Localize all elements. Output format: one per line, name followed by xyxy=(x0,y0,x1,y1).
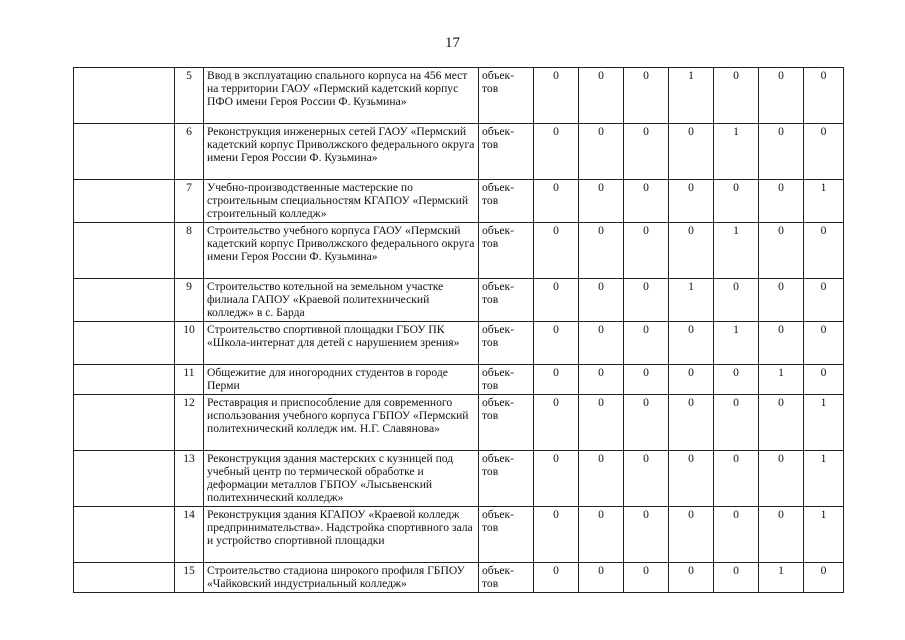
value-cell: 0 xyxy=(579,68,624,124)
value-cell: 0 xyxy=(714,507,759,563)
object-name: Строительство учебного корпуса ГАОУ «Пермский кадетский корпус Приволжского федерального округа имени Героя России Ф. Кузьмина» xyxy=(204,223,479,279)
object-name: Учебно-производственные мастерские по строительным специальностям КГАПОУ «Пермский строительный колледж» xyxy=(204,180,479,223)
unit-cell: объек- тов xyxy=(479,322,534,365)
row-number: 8 xyxy=(175,223,204,279)
empty-cell xyxy=(74,124,175,180)
value-cell: 1 xyxy=(714,322,759,365)
unit-cell: объек- тов xyxy=(479,507,534,563)
table-row xyxy=(74,507,844,563)
row-number: 6 xyxy=(175,124,204,180)
row-number: 12 xyxy=(175,395,204,451)
object-name: Реставрация и приспособление для современного использования учебного корпуса ГБПОУ «Пермский политехнический колледж им. Н.Г. Славянова» xyxy=(204,395,479,451)
value-cell: 0 xyxy=(669,507,714,563)
value-cell: 0 xyxy=(669,563,714,593)
value-cell: 0 xyxy=(624,223,669,279)
empty-cell xyxy=(74,279,175,322)
value-cell: 0 xyxy=(534,68,579,124)
unit-cell: объек- тов xyxy=(479,365,534,395)
row-number: 15 xyxy=(175,563,204,593)
value-cell: 0 xyxy=(534,223,579,279)
table-row xyxy=(74,322,844,365)
value-cell: 0 xyxy=(624,180,669,223)
empty-cell xyxy=(74,322,175,365)
value-cell: 0 xyxy=(759,322,804,365)
value-cell: 1 xyxy=(714,223,759,279)
row-number: 9 xyxy=(175,279,204,322)
value-cell: 0 xyxy=(804,365,844,395)
value-cell: 1 xyxy=(804,507,844,563)
row-number: 11 xyxy=(175,365,204,395)
table-body xyxy=(74,68,844,593)
empty-cell xyxy=(74,68,175,124)
empty-cell xyxy=(74,395,175,451)
object-name: Строительство котельной на земельном участке филиала ГАПОУ «Краевой политехнический колледж» в с. Барда xyxy=(204,279,479,322)
value-cell: 0 xyxy=(759,507,804,563)
table-row xyxy=(74,180,844,223)
value-cell: 0 xyxy=(804,279,844,322)
value-cell: 1 xyxy=(759,365,804,395)
object-name: Строительство стадиона широкого профиля ГБПОУ «Чайковский индустриальный колледж» xyxy=(204,563,479,593)
unit-cell: объек- тов xyxy=(479,223,534,279)
value-cell: 0 xyxy=(579,180,624,223)
empty-cell xyxy=(74,507,175,563)
value-cell: 0 xyxy=(669,180,714,223)
value-cell: 1 xyxy=(669,68,714,124)
value-cell: 1 xyxy=(714,124,759,180)
table-row xyxy=(74,563,844,593)
object-name: Ввод в эксплуатацию спального корпуса на 456 мест на территории ГАОУ «Пермский кадетский корпус ПФО имени Героя России Ф. Кузьмина» xyxy=(204,68,479,124)
value-cell: 0 xyxy=(759,395,804,451)
value-cell: 0 xyxy=(804,124,844,180)
empty-cell xyxy=(74,223,175,279)
value-cell: 0 xyxy=(624,68,669,124)
value-cell: 0 xyxy=(759,451,804,507)
value-cell: 1 xyxy=(804,395,844,451)
value-cell: 0 xyxy=(714,180,759,223)
table-row xyxy=(74,279,844,322)
object-name: Реконструкция здания КГАПОУ «Краевой колледж предпринимательства». Надстройка спортивного зала и устройство спортивной площадки xyxy=(204,507,479,563)
objects-table xyxy=(73,67,844,593)
value-cell: 0 xyxy=(579,395,624,451)
page-number: 17 xyxy=(445,35,460,51)
value-cell: 0 xyxy=(624,365,669,395)
value-cell: 1 xyxy=(669,279,714,322)
value-cell: 1 xyxy=(804,180,844,223)
value-cell: 0 xyxy=(804,322,844,365)
value-cell: 0 xyxy=(534,180,579,223)
value-cell: 0 xyxy=(579,507,624,563)
empty-cell xyxy=(74,365,175,395)
unit-cell: объек- тов xyxy=(479,124,534,180)
value-cell: 0 xyxy=(579,563,624,593)
value-cell: 0 xyxy=(714,68,759,124)
value-cell: 0 xyxy=(714,395,759,451)
table-row xyxy=(74,451,844,507)
value-cell: 0 xyxy=(669,223,714,279)
table-row xyxy=(74,124,844,180)
value-cell: 0 xyxy=(759,68,804,124)
empty-cell xyxy=(74,451,175,507)
value-cell: 0 xyxy=(579,451,624,507)
value-cell: 0 xyxy=(579,223,624,279)
value-cell: 0 xyxy=(579,124,624,180)
value-cell: 0 xyxy=(804,563,844,593)
unit-cell: объек- тов xyxy=(479,279,534,322)
empty-cell xyxy=(74,180,175,223)
value-cell: 0 xyxy=(534,451,579,507)
unit-cell: объек- тов xyxy=(479,180,534,223)
value-cell: 0 xyxy=(669,365,714,395)
row-number: 13 xyxy=(175,451,204,507)
value-cell: 0 xyxy=(534,124,579,180)
table-row xyxy=(74,365,844,395)
value-cell: 0 xyxy=(624,279,669,322)
value-cell: 1 xyxy=(759,563,804,593)
empty-cell xyxy=(74,563,175,593)
value-cell: 0 xyxy=(579,322,624,365)
table-row xyxy=(74,68,844,124)
value-cell: 0 xyxy=(804,68,844,124)
value-cell: 0 xyxy=(579,279,624,322)
value-cell: 0 xyxy=(714,563,759,593)
unit-cell: объек- тов xyxy=(479,68,534,124)
value-cell: 0 xyxy=(534,563,579,593)
table-row xyxy=(74,223,844,279)
value-cell: 0 xyxy=(714,451,759,507)
object-name: Реконструкция здания мастерских с кузницей под учебный центр по термической обработке и деформации металлов ГБПОУ «Лысьвенский политехнический колледж» xyxy=(204,451,479,507)
row-number: 5 xyxy=(175,68,204,124)
value-cell: 0 xyxy=(759,124,804,180)
value-cell: 0 xyxy=(714,279,759,322)
value-cell: 0 xyxy=(534,507,579,563)
value-cell: 0 xyxy=(669,395,714,451)
value-cell: 0 xyxy=(804,223,844,279)
value-cell: 0 xyxy=(579,365,624,395)
value-cell: 0 xyxy=(534,395,579,451)
value-cell: 0 xyxy=(624,322,669,365)
value-cell: 0 xyxy=(534,365,579,395)
unit-cell: объек- тов xyxy=(479,563,534,593)
row-number: 10 xyxy=(175,322,204,365)
value-cell: 0 xyxy=(669,124,714,180)
row-number: 14 xyxy=(175,507,204,563)
value-cell: 0 xyxy=(759,223,804,279)
value-cell: 0 xyxy=(624,124,669,180)
value-cell: 0 xyxy=(714,365,759,395)
value-cell: 0 xyxy=(669,322,714,365)
value-cell: 0 xyxy=(624,451,669,507)
table-row xyxy=(74,395,844,451)
value-cell: 0 xyxy=(534,279,579,322)
value-cell: 0 xyxy=(759,279,804,322)
row-number: 7 xyxy=(175,180,204,223)
value-cell: 0 xyxy=(669,451,714,507)
unit-cell: объек- тов xyxy=(479,395,534,451)
value-cell: 0 xyxy=(624,395,669,451)
value-cell: 0 xyxy=(624,563,669,593)
object-name: Строительство спортивной площадки ГБОУ ПК «Школа-интернат для детей с нарушением зрения» xyxy=(204,322,479,365)
value-cell: 0 xyxy=(624,507,669,563)
unit-cell: объек- тов xyxy=(479,451,534,507)
value-cell: 1 xyxy=(804,451,844,507)
value-cell: 0 xyxy=(759,180,804,223)
object-name: Реконструкция инженерных сетей ГАОУ «Пермский кадетский корпус Приволжского федерального округа имени Героя России Ф. Кузьмина» xyxy=(204,124,479,180)
value-cell: 0 xyxy=(534,322,579,365)
object-name: Общежитие для иногородних студентов в городе Перми xyxy=(204,365,479,395)
